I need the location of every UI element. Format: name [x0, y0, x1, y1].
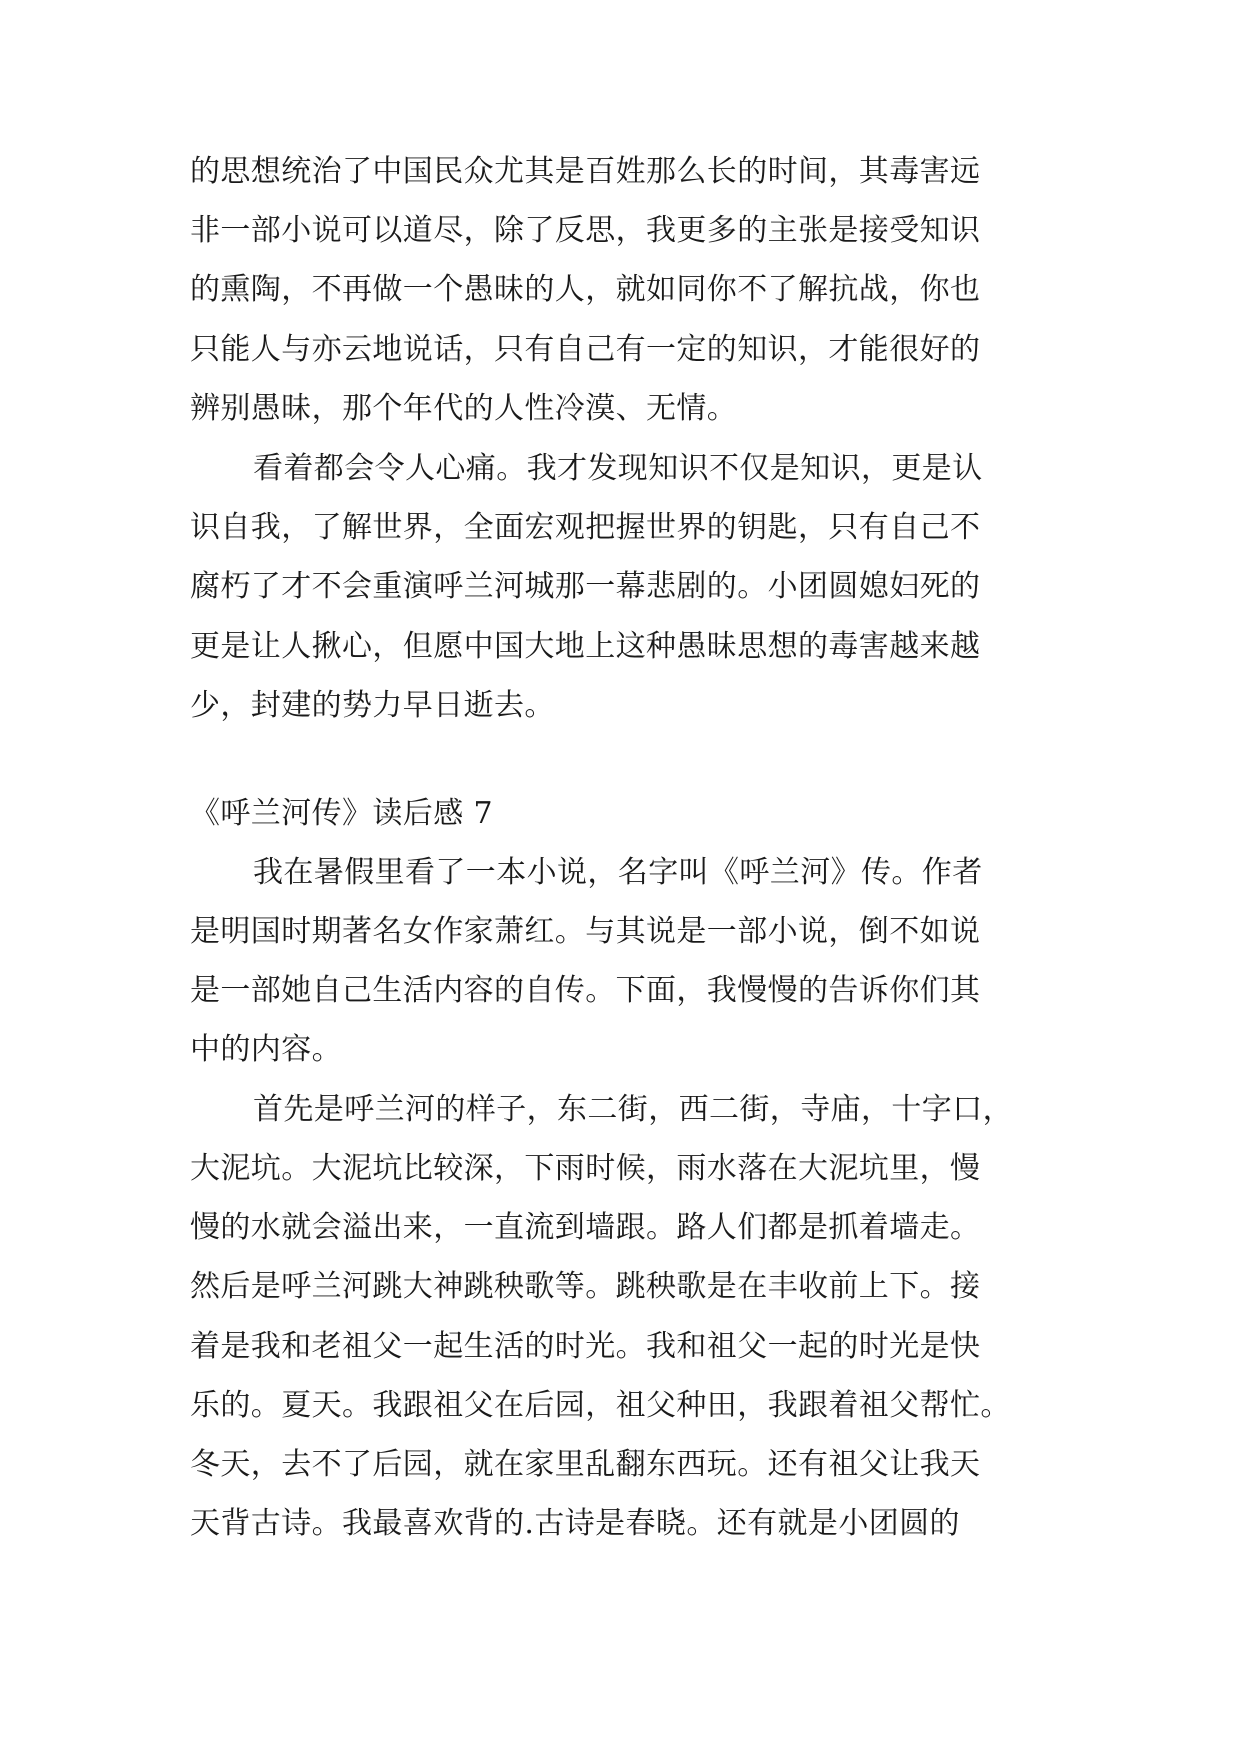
body-text-line: 慢的水就会溢出来，一直流到墙跟。路人们都是抓着墙走。 — [190, 1210, 981, 1245]
body-text-line: 的思想统治了中国民众尤其是百姓那么长的时间，其毒害远 — [190, 154, 981, 189]
body-text-line: 是一部她自己生活内容的自传。下面，我慢慢的告诉你们其 — [190, 973, 981, 1008]
paragraph-first-line: 我在暑假里看了一本小说，名字叫《呼兰河》传。作者 — [253, 855, 983, 890]
body-text-line: 更是让人揪心，但愿中国大地上这种愚昧思想的毒害越来越 — [190, 629, 981, 664]
body-text-line: 非一部小说可以道尽，除了反思，我更多的主张是接受知识 — [190, 213, 981, 248]
paragraph-first-line: 首先是呼兰河的样子，东二街，西二街，寺庙，十字口， — [253, 1092, 1013, 1127]
body-text-line: 乐的。夏天。我跟祖父在后园，祖父种田，我跟着祖父帮忙。 — [190, 1388, 1011, 1423]
body-text-line: 腐朽了才不会重演呼兰河城那一幕悲剧的。小团圆媳妇死的 — [190, 569, 981, 604]
body-text-line: 的熏陶，不再做一个愚昧的人，就如同你不了解抗战，你也 — [190, 272, 981, 307]
body-text-line: 大泥坑。大泥坑比较深，下雨时候，雨水落在大泥坑里，慢 — [190, 1151, 981, 1186]
body-text-line: 中的内容。 — [190, 1032, 342, 1067]
body-text-line: 然后是呼兰河跳大神跳秧歌等。跳秧歌是在丰收前上下。接 — [190, 1269, 981, 1304]
body-text-line: 天背古诗。我最喜欢背的.古诗是春晓。还有就是小团圆的 — [190, 1506, 960, 1541]
body-text-line: 只能人与亦云地说话，只有自己有一定的知识，才能很好的 — [190, 332, 981, 367]
body-text-line: 是明国时期著名女作家萧红。与其说是一部小说，倒不如说 — [190, 914, 981, 949]
body-text-line: 辨别愚昧，那个年代的人性冷漠、无情。 — [190, 391, 738, 426]
paragraph-first-line: 看着都会令人心痛。我才发现知识不仅是知识，更是认 — [253, 451, 983, 486]
body-text-line: 着是我和老祖父一起生活的时光。我和祖父一起的时光是快 — [190, 1329, 981, 1364]
body-text-line: 冬天，去不了后园，就在家里乱翻东西玩。还有祖父让我天 — [190, 1447, 981, 1482]
body-text-line: 少，封建的势力早日逝去。 — [190, 688, 555, 723]
section-heading: 《呼兰河传》读后感 7 — [190, 796, 494, 831]
body-text-line: 识自我，了解世界，全面宏观把握世界的钥匙，只有自己不 — [190, 510, 981, 545]
